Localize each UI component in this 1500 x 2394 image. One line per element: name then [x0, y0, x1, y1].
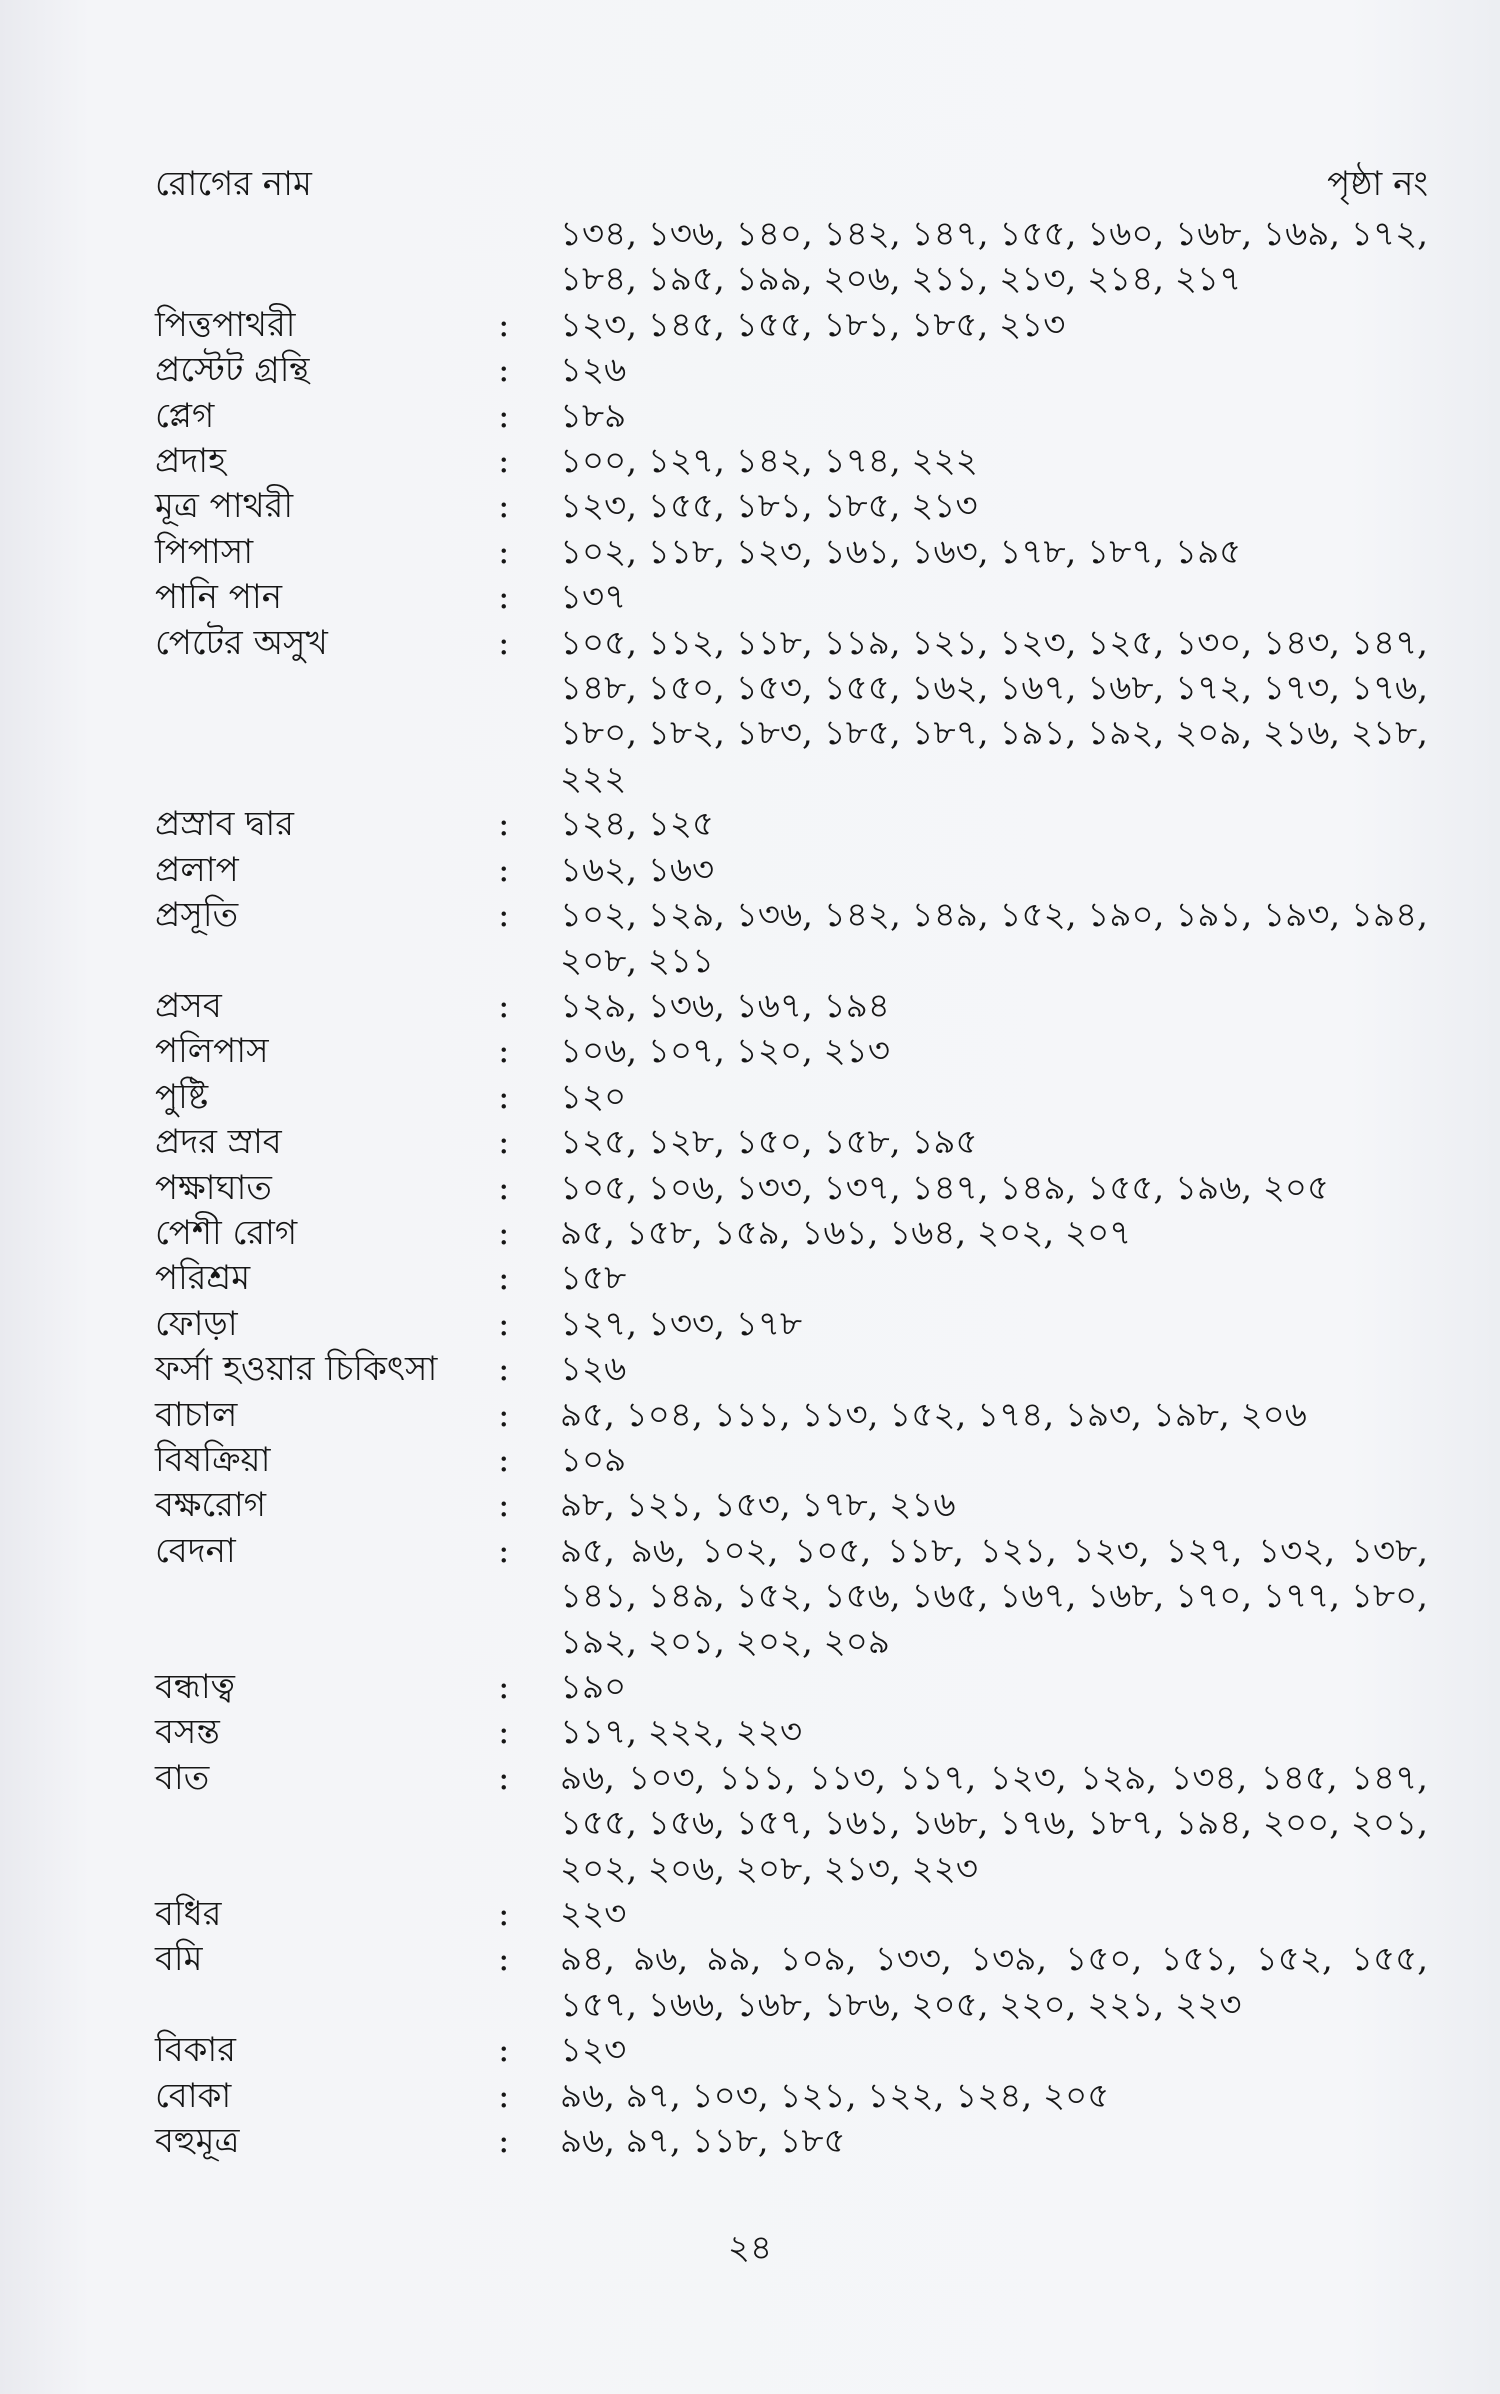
- index-entry: [0, 1211, 1500, 1256]
- entry-separator: :: [498, 486, 510, 527]
- disease-name: পিপাসা: [155, 531, 254, 572]
- entry-separator: :: [498, 1485, 510, 1526]
- disease-name: বেদনা: [155, 1530, 236, 1571]
- index-entry: [0, 484, 1500, 529]
- page-references: ১২৭, ১৩৩, ১৭৮: [560, 1303, 803, 1344]
- disease-name: বাচাল: [155, 1394, 238, 1435]
- entry-separator: :: [498, 2075, 510, 2116]
- entry-separator: :: [498, 1303, 510, 1344]
- index-entry: [0, 2074, 1500, 2119]
- index-entry: [0, 984, 1500, 1029]
- index-entry: [0, 1029, 1500, 1074]
- entry-separator: :: [498, 304, 510, 345]
- index-entry: [0, 1302, 1500, 1347]
- index-entries-list: [0, 212, 1500, 2164]
- page-references: ৯৮, ১২১, ১৫৩, ১৭৮, ২১৬: [560, 1485, 956, 1526]
- index-entry: [0, 1347, 1500, 1392]
- entry-separator: :: [498, 395, 510, 436]
- entry-separator: :: [498, 441, 510, 482]
- index-entry: [0, 1710, 1500, 1755]
- entry-separator: :: [498, 849, 510, 890]
- page-references: ৯৫, ১০৪, ১১১, ১১৩, ১৫২, ১৭৪, ১৯৩, ১৯৮, ২০৬: [560, 1394, 1307, 1435]
- entry-separator: :: [498, 577, 510, 618]
- disease-name: বমি: [155, 1939, 203, 1980]
- index-entry: [0, 1483, 1500, 1528]
- disease-name: পুষ্টি: [155, 1076, 209, 1117]
- entry-separator: :: [498, 2121, 510, 2162]
- disease-name: ফোড়া: [155, 1303, 238, 1344]
- page-references: ৯৬, ১০৩, ১১১, ১১৩, ১১৭, ১২৩, ১২৯, ১৩৪, ১৪৫, ১৪৭, ১৫৫, ১৫৬, ১৫৭, ১৬১, ১৬৮, ১৭৬, ১৮৭, ১৯৪, ২০০, ২০১, ২০২, ২০৬, ২০৮, ২১৩, ২২৩: [560, 1757, 1428, 1889]
- page-references: ১৩৭: [560, 577, 627, 618]
- page-references: ১৯০: [560, 1667, 627, 1707]
- index-entry: [0, 1120, 1500, 1165]
- page-references: ১৮৯: [560, 395, 627, 436]
- page-references: ১০০, ১২৭, ১৪২, ১৭৪, ২২২: [560, 441, 978, 482]
- disease-name: পক্ষাঘাত: [155, 1167, 272, 1208]
- disease-name: প্রস্রাব দ্বার: [155, 804, 294, 845]
- page-references: ১২৩, ১৪৫, ১৫৫, ১৮১, ১৮৫, ২১৩: [560, 304, 1066, 345]
- page-number: ২৪: [727, 2228, 773, 2268]
- page-references: ১২৪, ১২৫: [560, 804, 715, 845]
- disease-name: প্লেগ: [155, 395, 215, 436]
- disease-name: প্রলাপ: [155, 849, 239, 890]
- entry-separator: :: [498, 1212, 510, 1253]
- index-entry: [0, 1529, 1500, 1665]
- entry-separator: :: [498, 895, 510, 936]
- page-references: ৯৫, ৯৬, ১০২, ১০৫, ১১৮, ১২১, ১২৩, ১২৭, ১৩২, ১৩৮, ১৪১, ১৪৯, ১৫২, ১৫৬, ১৬৫, ১৬৭, ১৬৮, ১৭০, ১৭৭, ১৮০, ১৯২, ২০১, ২০২, ২০৯: [560, 1530, 1428, 1662]
- index-entry: [0, 1256, 1500, 1301]
- page-references: ১০৯: [560, 1439, 627, 1480]
- disease-name: মূত্র পাথরী: [155, 486, 294, 527]
- page-references: ১২৫, ১২৮, ১৫০, ১৫৮, ১৯৫: [560, 1122, 978, 1163]
- disease-name: বক্ষরোগ: [155, 1485, 266, 1526]
- index-entry: [0, 2119, 1500, 2164]
- entry-separator: :: [498, 1530, 510, 1571]
- disease-name: পানি পান: [155, 577, 283, 618]
- page-references: ১৫৮: [560, 1258, 627, 1299]
- disease-name: প্রসব: [155, 985, 222, 1026]
- page-references: ১২৬: [560, 350, 627, 391]
- disease-name: পেটের অসুখ: [155, 622, 328, 663]
- page-references: ১২০: [560, 1076, 627, 1117]
- page-references: ১০৫, ১১২, ১১৮, ১১৯, ১২১, ১২৩, ১২৫, ১৩০, ১৪৩, ১৪৭, ১৪৮, ১৫০, ১৫৩, ১৫৫, ১৬২, ১৬৭, ১৬৮, ১৭২, ১৭৩, ১৭৬, ১৮০, ১৮২, ১৮৩, ১৮৫, ১৮৭, ১৯১, ১৯২, ২০৯, ২১৬, ২১৮, ২২২: [560, 622, 1428, 799]
- index-entry: [0, 1166, 1500, 1211]
- entry-separator: :: [498, 1939, 510, 1980]
- entry-separator: :: [498, 622, 510, 663]
- entry-separator: :: [498, 985, 510, 1026]
- index-header: [155, 150, 1428, 206]
- page-references: ১২৩, ১৫৫, ১৮১, ১৮৫, ২১৩: [560, 486, 978, 527]
- entry-separator: :: [498, 1031, 510, 1072]
- page-references: ৯৫, ১৫৮, ১৫৯, ১৬১, ১৬৪, ২০২, ২০৭: [560, 1212, 1132, 1253]
- page-references: ১০৬, ১০৭, ১২০, ২১৩: [560, 1031, 890, 1072]
- index-entry: [0, 1438, 1500, 1483]
- disease-name: বাত: [155, 1757, 210, 1798]
- entry-separator: :: [498, 1167, 510, 1208]
- page-references: ১২৬: [560, 1349, 627, 1390]
- disease-name: ফর্সা হওয়ার চিকিৎসা: [155, 1349, 438, 1390]
- disease-name: পরিশ্রম: [155, 1258, 251, 1299]
- entry-separator: :: [498, 1712, 510, 1753]
- disease-name: বন্ধাত্ব: [155, 1667, 235, 1707]
- disease-name: প্রদাহ: [155, 441, 226, 482]
- entry-separator: :: [498, 1076, 510, 1117]
- entry-separator: :: [498, 350, 510, 391]
- index-entry: [0, 439, 1500, 484]
- index-entry: [0, 1665, 1500, 1710]
- index-entry: [0, 848, 1500, 893]
- disease-name: বহুমূত্র: [155, 2121, 240, 2162]
- disease-name: বিকার: [155, 2030, 236, 2071]
- disease-name: পলিপাস: [155, 1031, 269, 1072]
- disease-name: বোকা: [155, 2075, 232, 2116]
- entry-separator: :: [498, 1667, 510, 1707]
- entry-separator: :: [498, 1894, 510, 1935]
- entry-separator: :: [498, 1349, 510, 1390]
- index-entry: [0, 893, 1500, 984]
- entry-separator: :: [498, 2030, 510, 2071]
- page-references: ১৬২, ১৬৩: [560, 849, 715, 890]
- index-entry: [0, 2028, 1500, 2073]
- index-entry: [0, 303, 1500, 348]
- page-references: ১২৩: [560, 2030, 627, 2071]
- disease-name: পেশী রোগ: [155, 1212, 298, 1253]
- page-references: ৯৬, ৯৭, ১০৩, ১২১, ১২২, ১২৪, ২০৫: [560, 2075, 1110, 2116]
- entry-separator: :: [498, 1258, 510, 1299]
- page-references: ৯৬, ৯৭, ১১৮, ১৮৫: [560, 2121, 846, 2162]
- disease-name: পিত্তপাথরী: [155, 304, 296, 345]
- index-entry: [0, 802, 1500, 847]
- index-entry: [0, 348, 1500, 393]
- index-entry: [0, 1075, 1500, 1120]
- page-references: ১০২, ১১৮, ১২৩, ১৬১, ১৬৩, ১৭৮, ১৮৭, ১৯৫: [560, 531, 1242, 572]
- index-entry: [0, 394, 1500, 439]
- index-entry: [0, 621, 1500, 803]
- index-entry: [0, 575, 1500, 620]
- index-entry: [0, 1756, 1500, 1892]
- page-references: ১০২, ১২৯, ১৩৬, ১৪২, ১৪৯, ১৫২, ১৯০, ১৯১, ১৯৩, ১৯৪, ২০৮, ২১১: [560, 895, 1428, 981]
- disease-name: প্রস্টেট গ্রন্থি: [155, 350, 310, 391]
- page-references: ৯৪, ৯৬, ৯৯, ১০৯, ১৩৩, ১৩৯, ১৫০, ১৫১, ১৫২, ১৫৫, ১৫৭, ১৬৬, ১৬৮, ১৮৬, ২০৫, ২২০, ২২১, ২২৩: [560, 1939, 1428, 2025]
- disease-name: বসন্ত: [155, 1712, 220, 1753]
- index-entry: [0, 1393, 1500, 1438]
- page-references: ২২৩: [560, 1894, 627, 1935]
- page-references: ১৩৪, ১৩৬, ১৪০, ১৪২, ১৪৭, ১৫৫, ১৬০, ১৬৮, ১৬৯, ১৭২, ১৮৪, ১৯৫, ১৯৯, ২০৬, ২১১, ২১৩, ২১৪, ২১৭: [560, 214, 1428, 300]
- page-references: ১২৯, ১৩৬, ১৬৭, ১৯৪: [560, 985, 890, 1026]
- disease-name: প্রসূতি: [155, 895, 239, 936]
- disease-name: বিষক্রিয়া: [155, 1439, 271, 1480]
- page-references: ১০৫, ১০৬, ১৩৩, ১৩৭, ১৪৭, ১৪৯, ১৫৫, ১৯৬, ২০৫: [560, 1167, 1330, 1208]
- entry-separator: :: [498, 1757, 510, 1798]
- index-entry: [0, 212, 1500, 303]
- disease-name: বধির: [155, 1894, 222, 1935]
- index-entry: [0, 1892, 1500, 1937]
- entry-separator: :: [498, 804, 510, 845]
- entry-separator: :: [498, 1439, 510, 1480]
- disease-name-column-heading: রোগের নাম: [155, 164, 312, 204]
- index-entry: [0, 1937, 1500, 2028]
- disease-name: প্রদর স্রাব: [155, 1122, 282, 1163]
- entry-separator: :: [498, 1122, 510, 1163]
- entry-separator: :: [498, 1394, 510, 1435]
- entry-separator: :: [498, 531, 510, 572]
- page-number-column-heading: পৃষ্ঠা নং: [1327, 164, 1428, 204]
- index-entry: [0, 530, 1500, 575]
- page-references: ১১৭, ২২২, ২২৩: [560, 1712, 803, 1753]
